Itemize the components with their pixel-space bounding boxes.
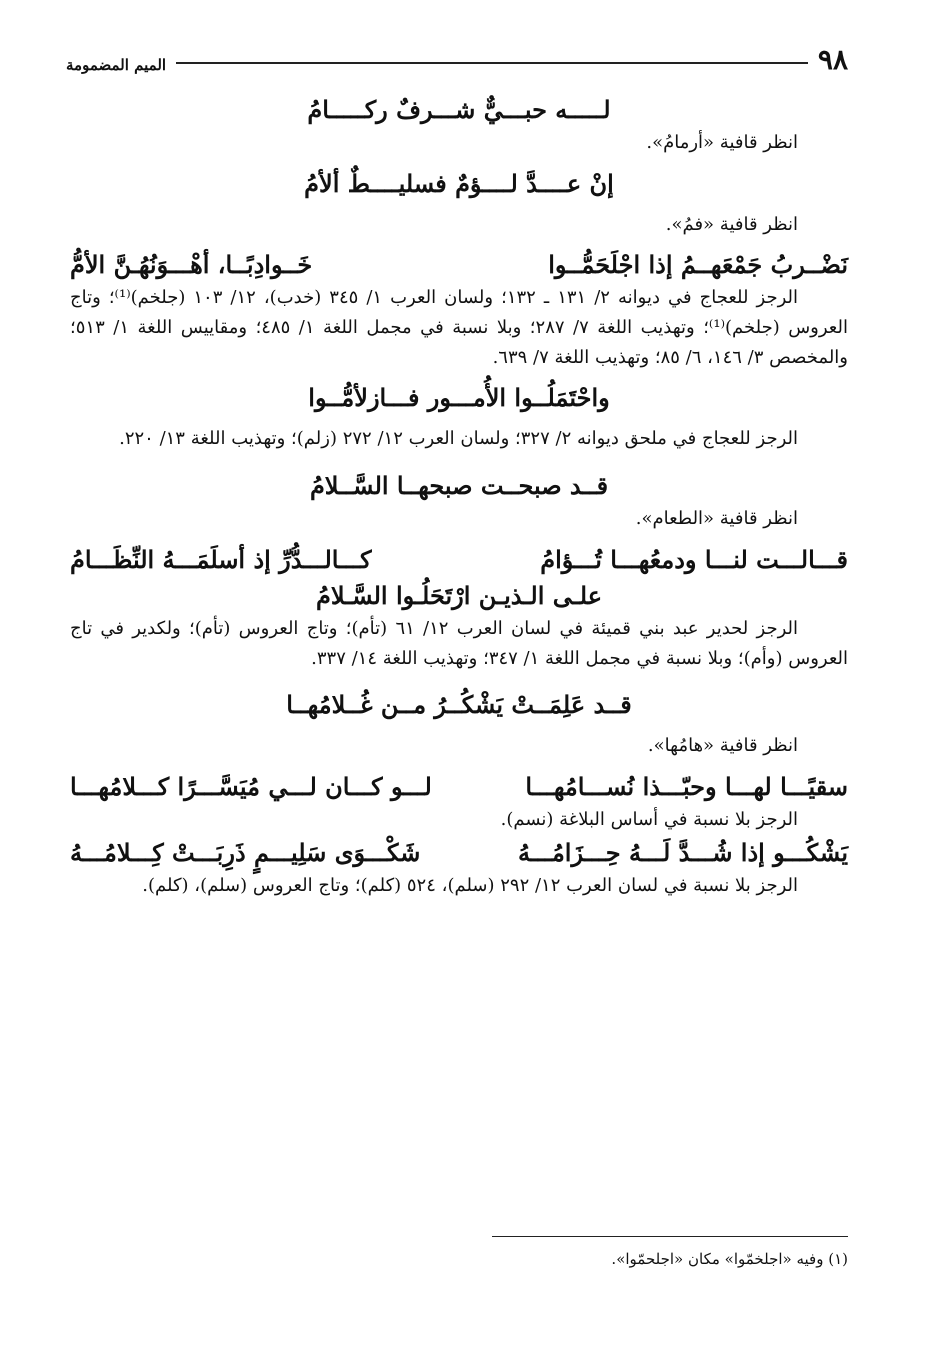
- page-content: [70, 92, 848, 900]
- hemistich-first: نَضْــربُ جَمْعَهــمُ إذا اجْلَحَمُّــوا: [548, 250, 848, 280]
- footnote: (١) وفيه «اجلخمّوا» مكان «اجلحمّوا».: [611, 1250, 848, 1268]
- note: انظر قافية «هامُها».: [647, 735, 798, 757]
- note: الرجز بلا نسبة في لسان العرب ١٢/ ٢٩٢ (سلم)، ٥٢٤ (كلم)؛ وتاج العروس (سلم)، (كلم).: [142, 874, 798, 896]
- note: الرجز للعجاج في ملحق ديوانه ٢/ ٣٢٧؛ ولسان العرب ١٢/ ٢٧٢ (زلم)؛ وتهذيب اللغة ١٣/ ٢٢٠.: [119, 428, 798, 450]
- note: الرجز لحدير عبد بني قميئة في لسان العرب ١٢/ ٦١ (تأم)؛ وتاج العروس (تأم)؛ ولكدير في تاج العروس (وأم)؛ وبلا نسبة في مجمل اللغة ١/ ٣٤٧؛ وتهذيب اللغة ١٤/ ٣٣٧.: [70, 617, 848, 669]
- verse: واحْتَمَلُــوا الأُمـــور فـــازلأمُّــوا: [308, 383, 610, 413]
- verse-couplet: [70, 835, 848, 871]
- note: انظر قافية «أرمامُ».: [646, 132, 798, 153]
- hemistich-second: شَكْـــوَى سَلِيـــمٍ ذَرِبَـــتْ كِـــلامُـــهُ: [70, 837, 421, 867]
- verse: علـى الـذيـن ارْتَحَلُـوا السَّـلامُ: [315, 580, 603, 610]
- page-number: ٩٨: [817, 43, 848, 76]
- hemistich-second: خَــوادِبًــا، أهْـــوَنُهُـنَّ الأمُّ: [70, 250, 313, 280]
- hemistich-first: سقيًـــا لهـــا وحبّـــذا نُســـامُهـــا: [525, 771, 848, 801]
- hemistich-second: كـــالـــدُّرِّ إذ أسلَمَـــهُ النِّظَـــامُ: [70, 544, 372, 574]
- hemistich-first: يَشْكُـــو إذا شُـــدَّ لَـــهُ حِـــزَامُـــهُ: [517, 837, 848, 867]
- header-rule: [176, 62, 808, 64]
- verse: لـــــه حبـــيٌّ شـــرفٌ ركـــــامُ: [307, 95, 611, 124]
- note: الرجز بلا نسبة في أساس البلاغة (نسم).: [500, 808, 798, 830]
- verse-couplet: [70, 247, 848, 283]
- page-header: [66, 34, 848, 74]
- verse: قــد صبحــت صبحهــا السَّــلامُ: [309, 471, 609, 501]
- note: انظر قافية «الطعام».: [635, 508, 798, 530]
- running-title: الميم المضمومة: [66, 56, 167, 74]
- note: انظر قافية «فمُ».: [665, 213, 798, 235]
- footnote-rule: [492, 1236, 848, 1237]
- verse-couplet: [70, 542, 848, 578]
- hemistich-first: قـــالـــت لنـــا ودمعُهـــا تُـــؤامُ: [540, 544, 848, 574]
- verse: إنْ عــــدَّ لــــؤمٌ فسليــــطٌ ألأمُ: [304, 168, 614, 198]
- verse-couplet: [70, 769, 848, 805]
- verse: قــد عَلِمَــتْ يَشْكُــرُ مــن غُــلامُهــا: [286, 690, 632, 720]
- hemistich-second: لـــو كـــان لـــي مُيَسَّـــرًا كـــلامُهـــا: [70, 771, 432, 801]
- note: الرجز للعجاج في ديوانه ٢/ ١٣١ ـ ١٣٢؛ ولسان العرب ١/ ٣٤٥ (خدب)، ١٢/ ١٠٣ (جلخم)⁽¹⁾؛ وتاج العروس (جلخم)⁽¹⁾؛ وتهذيب اللغة ٧/ ٢٨٧؛ وبلا نسبة في مجمل اللغة ١/ ٤٨٥؛ ومقاييس اللغة ١/ ٥١٣؛ والمخصص ٣/ ١٤٦، ٦/ ٨٥؛ وتهذيب اللغة ٧/ ٦٣٩.: [70, 287, 848, 368]
